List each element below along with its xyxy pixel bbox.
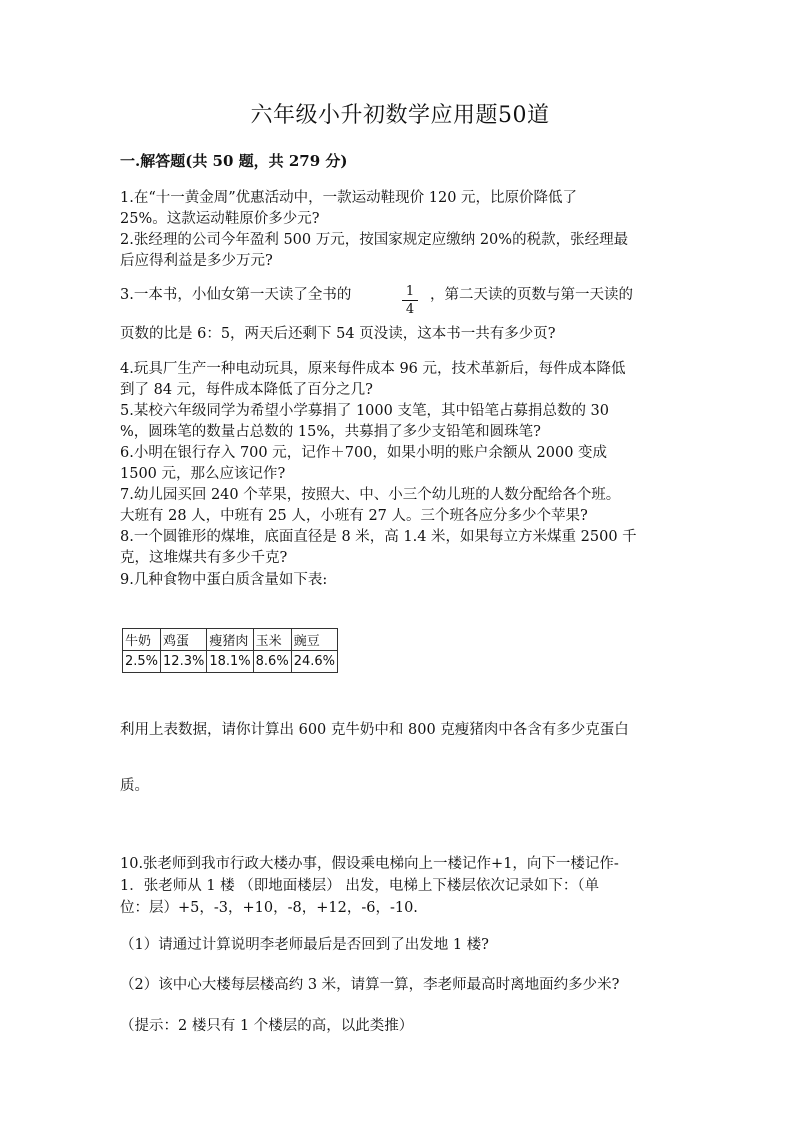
question-4-line-2: 到了 84 元，每件成本降低了百分之几? bbox=[120, 382, 373, 398]
protein-table bbox=[122, 628, 338, 673]
question-6-line-2: 1500 元，那么应该记作? bbox=[120, 466, 286, 482]
table-cell: 豌豆 bbox=[291, 629, 337, 651]
question-3-line-1b: ，第二天读的页数与第一天读的 bbox=[430, 287, 633, 303]
question-2-line-2: 后应得利益是多少万元? bbox=[120, 253, 273, 269]
question-1-line-2: 25%。这款运动鞋原价多少元? bbox=[120, 211, 320, 227]
table-cell: 2.5% bbox=[123, 651, 161, 673]
question-10-line-1: 10.张老师到我市行政大楼办事，假设乘电梯向上一楼记作+1，向下一楼记作- bbox=[120, 856, 619, 872]
question-3-line-1a: 3.一本书，小仙女第一天读了全书的 bbox=[120, 287, 352, 303]
question-1-line-1: 1.在“十一黄金周”优惠活动中，一款运动鞋现价 120 元，比原价降低了 bbox=[120, 190, 578, 206]
table-cell: 瘦猪肉 bbox=[207, 629, 253, 651]
question-8-line-2: 克，这堆煤共有多少千克? bbox=[120, 550, 288, 566]
table-row bbox=[123, 651, 338, 673]
question-9-intro: 9.几种食物中蛋白质含量如下表: bbox=[120, 572, 328, 588]
table-cell: 18.1% bbox=[207, 651, 253, 673]
question-7-line-2: 大班有 28 人，中班有 25 人，小班有 27 人。三个班各应分多少个苹果? bbox=[120, 508, 588, 524]
table-cell: 鸡蛋 bbox=[161, 629, 207, 651]
question-9-line-2: 质。 bbox=[120, 778, 149, 794]
table-cell: 8.6% bbox=[253, 651, 291, 673]
question-4-line-1: 4.玩具厂生产一种电动玩具，原来每件成本 96 元，技术革新后，每件成本降低 bbox=[120, 361, 626, 377]
question-8-line-1: 8.一个圆锥形的煤堆，底面直径是 8 米，高 1.4 米，如果每立方米煤重 2500 千 bbox=[120, 529, 637, 545]
table-cell: 牛奶 bbox=[123, 629, 161, 651]
table-cell: 24.6% bbox=[291, 651, 337, 673]
table-header-row bbox=[123, 629, 338, 651]
table-cell: 玉米 bbox=[253, 629, 291, 651]
question-10-sub-2: （2）该中心大楼每层楼高约 3 米，请算一算，李老师最高时离地面约多少米? bbox=[120, 977, 620, 993]
question-5-line-1: 5.某校六年级同学为希望小学募捐了 1000 支笔，其中铅笔占募捐总数的 30 bbox=[120, 403, 610, 419]
section-header: 一.解答题(共 50 题，共 279 分) bbox=[120, 152, 348, 170]
fraction-numerator: 1 bbox=[402, 284, 418, 301]
question-7-line-1: 7.幼儿园买回 240 个苹果，按照大、中、小三个幼儿班的人数分配给各个班。 bbox=[120, 487, 621, 503]
question-2-line-1: 2.张经理的公司今年盈利 500 万元，按国家规定应缴纳 20%的税款，张经理最 bbox=[120, 232, 629, 248]
question-9-line-1: 利用上表数据，请你计算出 600 克牛奶中和 800 克瘦猪肉中各含有多少克蛋白 bbox=[120, 722, 629, 738]
question-3-line-2: 页数的比是 6：5，两天后还剩下 54 页没读，这本书一共有多少页? bbox=[120, 326, 556, 342]
question-10-sub-1: （1）请通过计算说明李老师最后是否回到了出发地 1 楼? bbox=[120, 937, 489, 953]
fraction-one-quarter bbox=[402, 284, 418, 317]
page-title: 六年级小升初数学应用题50道 bbox=[250, 103, 550, 128]
fraction-denominator: 4 bbox=[405, 302, 415, 317]
question-5-line-2: %，圆珠笔的数量占总数的 15%，共募捐了多少支铅笔和圆珠笔? bbox=[120, 424, 541, 440]
question-10-line-3: 位：层）+5，-3，+10，-8，+12，-6，-10. bbox=[120, 900, 418, 916]
question-10-hint: （提示：2 楼只有 1 个楼层的高，以此类推） bbox=[120, 1018, 414, 1034]
question-6-line-1: 6.小明在银行存入 700 元，记作＋700，如果小明的账户余额从 2000 变成 bbox=[120, 445, 608, 461]
table-cell: 12.3% bbox=[161, 651, 207, 673]
question-10-line-2: 1．张老师从 1 楼 （即地面楼层） 出发，电梯上下楼层依次记录如下：（单 bbox=[120, 878, 600, 894]
